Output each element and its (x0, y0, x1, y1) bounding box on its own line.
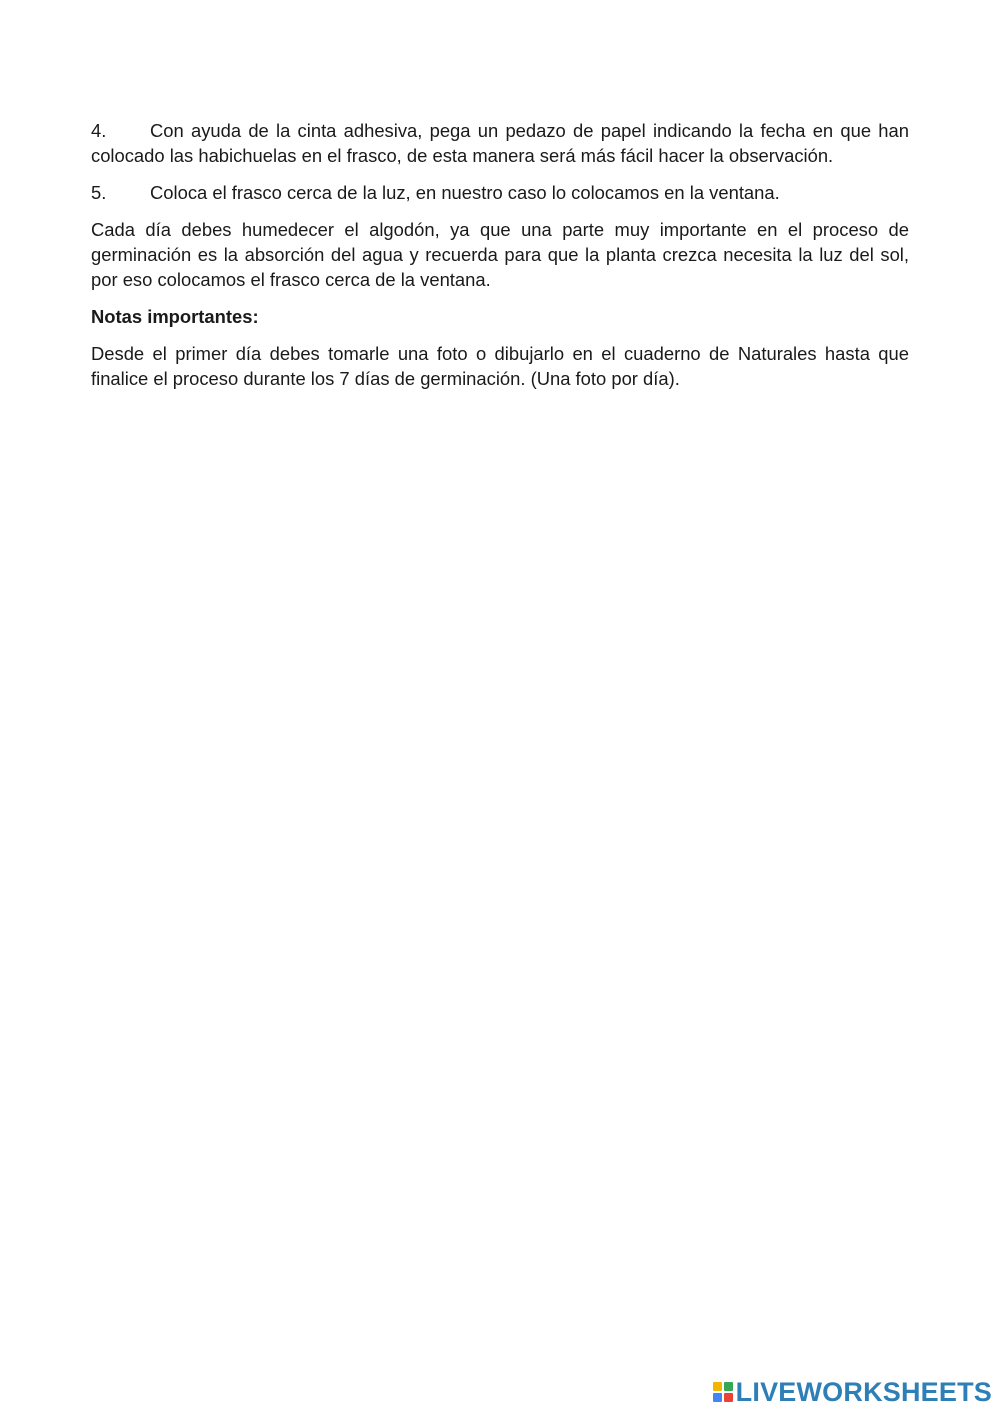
liveworksheets-logo-icon (713, 1382, 733, 1402)
brand-text: LIVEWORKSHEETS (735, 1376, 992, 1407)
paragraph-daily-care: Cada día debes humedecer el algodón, ya que una parte muy importante en el proceso de germinación es la absorción del agua y recuerda para que la planta crezca necesita la luz del sol, por eso colocamos el frasco cerca de la ventana. (91, 219, 909, 290)
document-body (91, 118, 909, 403)
list-item-4 (91, 118, 909, 168)
list-text: Con ayuda de la cinta adhesiva, pega un pedazo de papel indicando la fecha en que han colocado las habichuelas en el frasco, de esta manera será más fácil hacer la observación. (91, 120, 909, 166)
liveworksheets-logo[interactable] (713, 1377, 992, 1407)
list-number: 5. (91, 182, 107, 203)
list-number: 4. (91, 120, 107, 141)
list-item-5 (91, 180, 909, 205)
paragraph-notes: Desde el primer día debes tomarle una foto o dibujarlo en el cuaderno de Naturales hasta que finalice el proceso durante los 7 días de germinación. (Una foto por día). (91, 343, 909, 389)
notes-heading: Notas importantes: (91, 306, 259, 327)
list-text: Coloca el frasco cerca de la luz, en nuestro caso lo colocamos en la ventana. (150, 182, 780, 203)
